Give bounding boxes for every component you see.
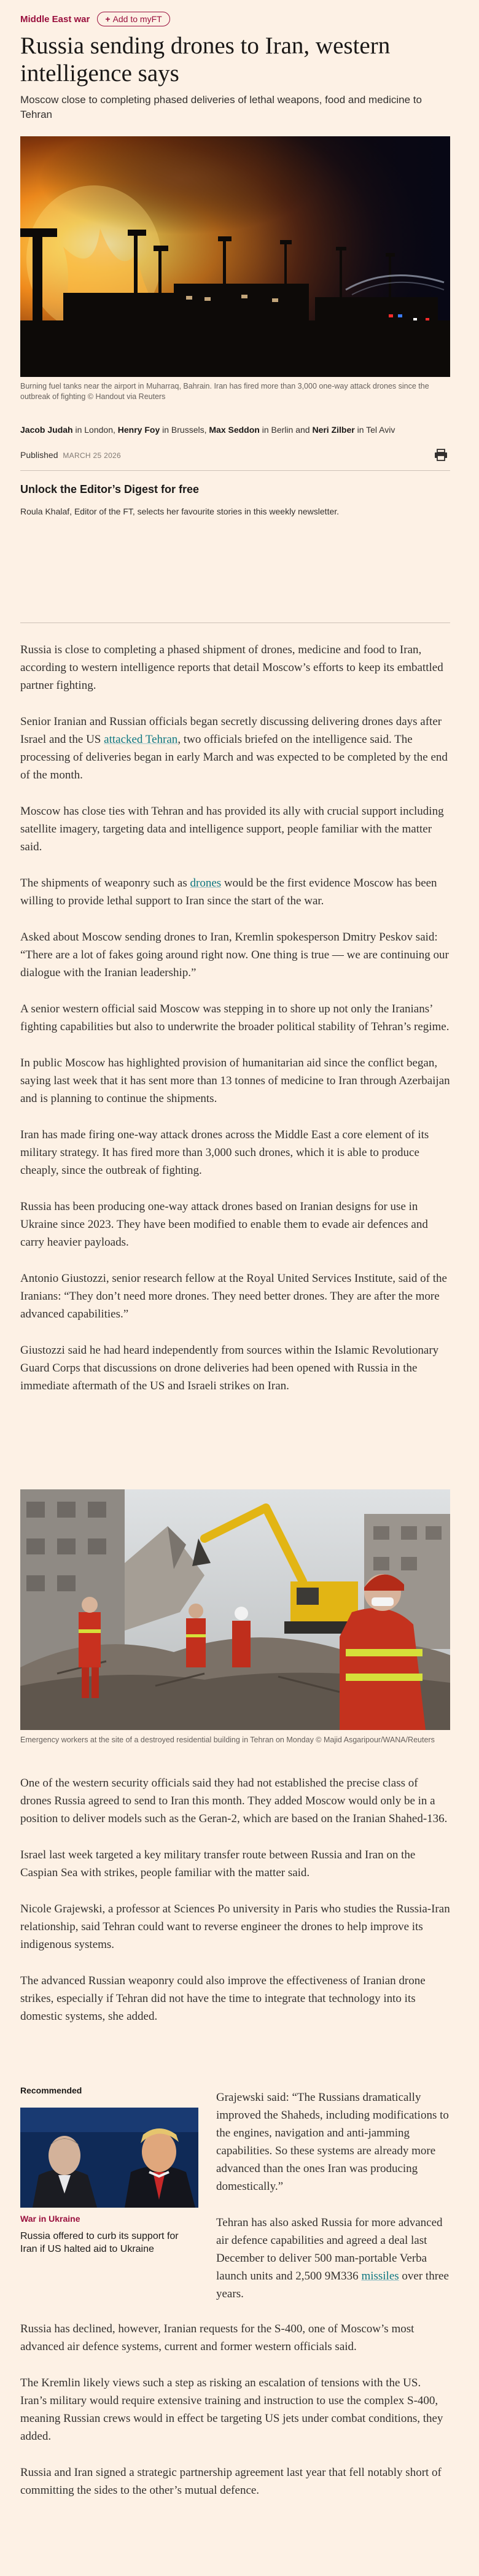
paragraph: Russia is close to completing a phased shipment of drones, medicine and food to Iran, according to western intelligence reports that detail Moscow’s efforts to keep its embattled partner fighting. bbox=[20, 643, 443, 692]
author-link[interactable]: Max Seddon bbox=[209, 425, 260, 435]
paragraph bbox=[216, 2214, 450, 2303]
paragraph: Nicole Grajewski, a professor at Sciences Po university in Paris who studies the Russia-Iran relationship, said Tehran could want to reverse engineer the drones to help improve its indigenous systems. bbox=[20, 1903, 450, 1951]
digest-title: Unlock the Editor’s Digest for free bbox=[20, 483, 200, 495]
recommended-label: Recommended bbox=[20, 2085, 82, 2095]
published-date: MARCH 25 2026 bbox=[63, 451, 121, 460]
paragraph: The advanced Russian weaponry could also improve the effectiveness of Iranian drone strikes, especially if Tehran did not have the time to integrate that technology into its domestic systems, she added. bbox=[20, 1974, 426, 2023]
author-location: in London, bbox=[72, 425, 118, 435]
recommended-title[interactable]: Russia offered to curb its support for Iran if US halted aid to Ukraine bbox=[20, 2231, 179, 2254]
paragraph: Asked about Moscow sending drones to Iran, Kremlin spokesperson Dmitry Peskov said: “There are a lot of fakes going around right now. One thing is true — we are continuing our dialogue with the Iranian leadership.” bbox=[20, 931, 449, 979]
paragraph: Moscow has close ties with Tehran and has provided its ally with crucial support including satellite imagery, targeting data and intelligence support, people familiar with the matter said. bbox=[20, 805, 444, 853]
digest-text: Roula Khalaf, Editor of the FT, selects her favourite stories in this weekly newsletter. bbox=[20, 506, 340, 516]
paragraph-text: Senior Iranian and Russian officials began secretly discussing delivering drones days after Israel and the US bbox=[20, 715, 442, 746]
paragraph-text: The shipments of weaponry such as bbox=[20, 877, 190, 890]
print-button[interactable] bbox=[432, 446, 450, 464]
article-body bbox=[20, 641, 450, 1395]
paragraph-text: would be the first evidence Moscow has been willing to provide lethal support to Iran since the start of the war. bbox=[20, 877, 437, 907]
paragraph: Grajewski said: “The Russians dramatically improved the Shaheds, including modifications to the engines, navigation and anti-jamming capabilities. So these systems are already more advanced than the ones Iran was producing domestically.” bbox=[216, 2091, 449, 2193]
inline-link-missiles[interactable]: missiles bbox=[361, 2270, 399, 2283]
printer-icon bbox=[434, 449, 448, 461]
paragraph: Iran has made firing one-way attack drones across the Middle East a core element of its military strategy. It has fired more than 3,000 such drones, which it is able to produce cheaply, since the outbreak of fighting. bbox=[20, 1128, 429, 1177]
paragraph: Russia and Iran signed a strategic partnership agreement last year that fell notably short of committing the sides to the other’s mutual defence. bbox=[20, 2466, 442, 2497]
divider bbox=[20, 470, 450, 471]
paragraph: Israel last week targeted a key military transfer route between Russia and Iran on the Caspian Sea with strikes, people familiar with the matter said. bbox=[20, 1849, 416, 1879]
inline-link-drones[interactable]: drones bbox=[190, 877, 222, 890]
standfirst: Moscow close to completing phased deliveries of lethal weapons, food and medicine to Tehran bbox=[20, 94, 422, 120]
article-body-continued bbox=[20, 1774, 450, 2025]
second-image-caption: Emergency workers at the site of a destroyed residential building in Tehran on Monday © Majid Asgaripour/WANA/Reuters bbox=[20, 1736, 435, 1744]
byline bbox=[20, 425, 450, 435]
author-link[interactable]: Henry Foy bbox=[117, 425, 160, 435]
second-image bbox=[20, 1489, 450, 1730]
paragraph: Antonio Giustozzi, senior research fellow at the Royal United Services Institute, said of the Iranians: “They don’t need more drones. They need better drones. They are after the more advanced capabilities.” bbox=[20, 1272, 447, 1321]
author-location: in Brussels, bbox=[160, 425, 209, 435]
published-info bbox=[20, 450, 121, 460]
paragraph: The Kremlin likely views such a step as risking an escalation of tensions with the US. Iran’s military would require extensive training and instruction to use the complex S-400, meaning Russian crews would in effect be targeting US jets under combat conditions, they added. bbox=[20, 2376, 443, 2443]
paragraph: In public Moscow has highlighted provision of humanitarian aid since the conflict began, saying last week that it has sent more than 13 tonnes of medicine to Iran through Azerbaijan and is planning to continue the shipments. bbox=[20, 1057, 450, 1105]
paragraph bbox=[20, 874, 450, 910]
paragraph: A senior western official said Moscow was stepping in to shore up not only the Iranians’ fighting capabilities but also to underwrite the broader political stability of Tehran’s regime. bbox=[20, 1003, 450, 1033]
paragraph: Giustozzi said he had heard independently from sources within the Islamic Revolutionary Guard Corps that discussions on drone deliveries had been opened with Russia in the immediate aftermath of the US and Israeli strikes on Iran. bbox=[20, 1344, 439, 1392]
main-image-caption: Burning fuel tanks near the airport in Muharraq, Bahrain. Iran has fired more than 3,000 one-way attack drones since the outbreak of fighting © Handout via Reuters bbox=[20, 382, 429, 401]
article-body-side bbox=[216, 2089, 450, 2303]
article-body-end bbox=[20, 2320, 450, 2499]
paragraph-text: over three years. bbox=[216, 2270, 449, 2300]
author-link[interactable]: Jacob Judah bbox=[20, 425, 73, 435]
published-row bbox=[20, 446, 450, 464]
paragraph: One of the western security officials said they had not established the precise class of drones Russia agreed to send to Iran this month. They added Moscow would only be in a position to deliver models such as the Geran-2, which are based on the Iranian Shahed-136. bbox=[20, 1777, 448, 1825]
add-to-myft-label: Add to myFT bbox=[112, 14, 162, 24]
author-location: in Tel Aviv bbox=[354, 425, 395, 435]
topic-link[interactable]: Middle East war bbox=[20, 14, 90, 25]
paragraph-text: , two officials briefed on the intelligence said. The processing of deliveries began in early March and was expected to be completed by the end of the month. bbox=[20, 733, 448, 782]
paragraph bbox=[20, 713, 450, 784]
paragraph: Russia has been producing one-way attack drones based on Iranian designs for use in Ukraine since 2023. They have been modified to enable them to evade air defences and carry heavier payloads. bbox=[20, 1200, 428, 1249]
article-topbar bbox=[20, 10, 170, 28]
plus-icon: + bbox=[105, 14, 111, 24]
add-to-myft-button[interactable] bbox=[97, 12, 169, 26]
recommended-image[interactable] bbox=[20, 2108, 198, 2208]
author-link[interactable]: Neri Zilber bbox=[312, 425, 355, 435]
recommended-topic[interactable]: War in Ukraine bbox=[20, 2214, 80, 2224]
paragraph: Russia has declined, however, Iranian requests for the S-400, one of Moscow’s most advanced air defence systems, current and former western officials said. bbox=[20, 2322, 415, 2353]
author-location: in Berlin and bbox=[259, 425, 313, 435]
inline-link-attacked-tehran[interactable]: attacked Tehran bbox=[104, 733, 178, 746]
paragraph-text: Tehran has also asked Russia for more advanced air defence capabilities and agreed a deal last December to deliver 500 man-portable Verba launch units and 2,500 9M336 bbox=[216, 2216, 443, 2283]
main-image bbox=[20, 136, 450, 377]
published-label: Published bbox=[20, 450, 58, 460]
headline: Russia sending drones to Iran, western intelligence says bbox=[20, 33, 391, 87]
